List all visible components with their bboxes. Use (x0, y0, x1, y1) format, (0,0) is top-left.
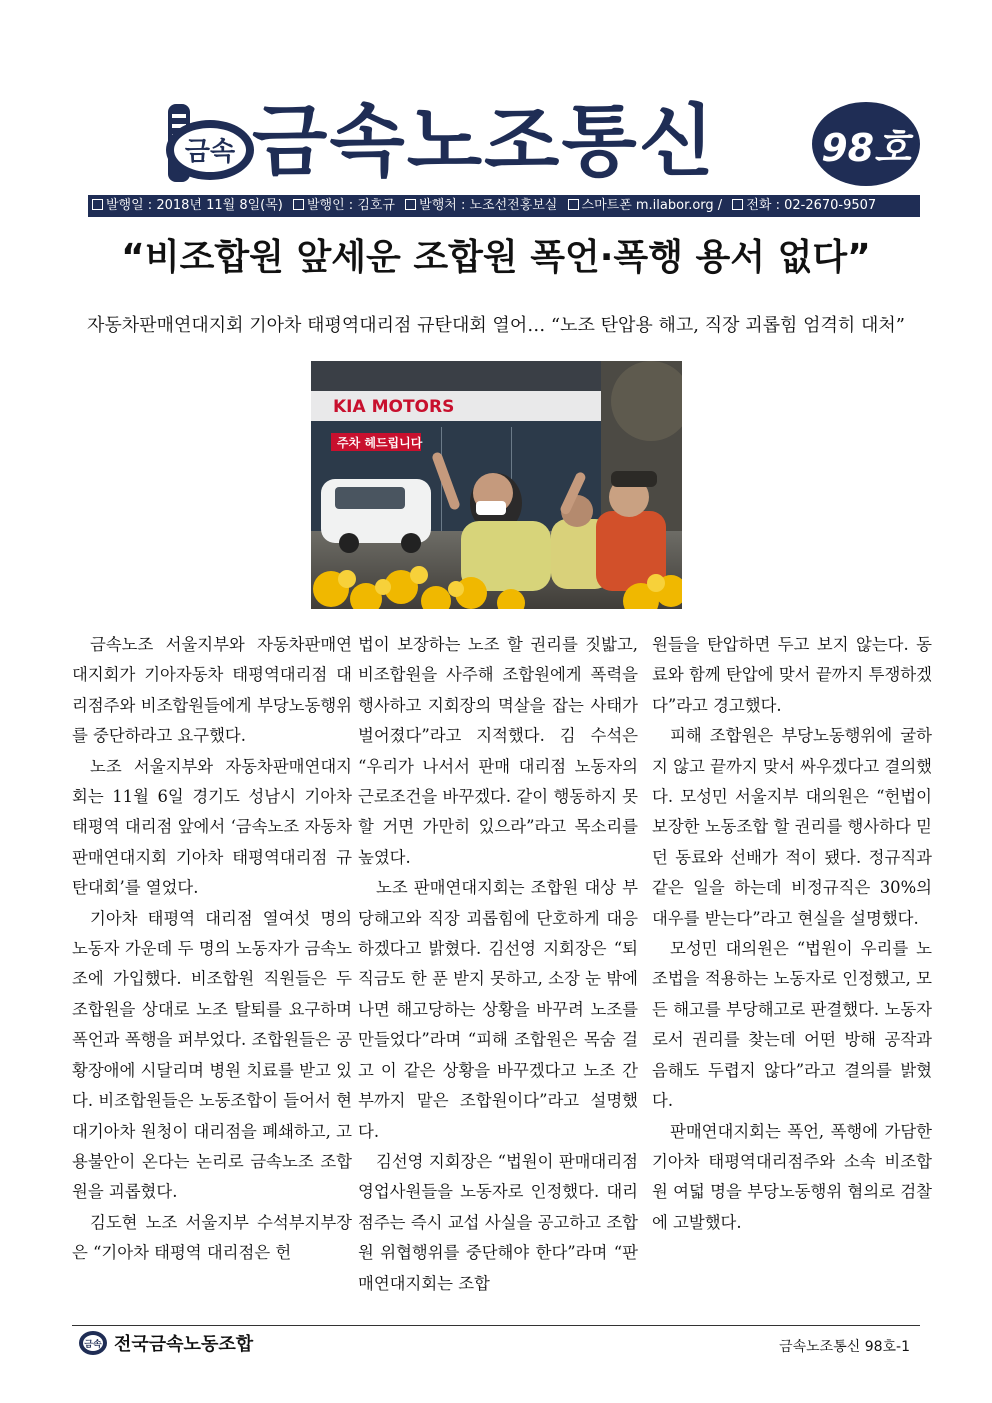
article-paragraph: 노조 판매연대지회는 조합원 대상 부당해고와 직장 괴롭힘에 단호하게 대응하겠다고 밝혔다. 김선영 지회장은 “퇴직금도 한 푼 받지 못하고, 소장 눈 밖에 나면 해고당하는 상황을 바꾸려 노조를 만들었다”라며 “피해 조합원은 목숨 걸고 이 같은 상황을 바꾸겠다고 노조 간부까지 맡은 조합원이다”라고 설명했다. (358, 878, 638, 1141)
article-column-1 (72, 630, 352, 1269)
article-paragraph: 김도현 노조 서울지부 수석부지부장은 “기아차 태평역 대리점은 헌 (72, 1212, 352, 1263)
article-paragraph: 판매연대지회는 폭언, 폭행에 가담한 기아차 태평역대리점주와 소속 비조합원 여덟 명을 부당노동행위 혐의로 검찰에 고발했다. (652, 1121, 932, 1232)
issue-badge: 98호 (812, 102, 920, 186)
article-column-2 (358, 630, 638, 1299)
kia-sign-text: KIA MOTORS (333, 397, 455, 417)
article-paragraph: 김선영 지회장은 “법원이 판매대리점 영업사원들을 노동자로 인정했다. 대리점주는 즉시 교섭 사실을 공고하고 조합원 위협행위를 중단해야 한다”라며 “판매연대지회는 조합 (358, 1151, 638, 1293)
footer-page-number: 금속노조통신 98호-1 (779, 1339, 910, 1355)
newsletter-title: 금속노조통신 (252, 97, 717, 187)
article-paragraph: 노조 서울지부와 자동차판매연대지회는 11월 6일 경기도 성남시 기아차 태평역 대리점 앞에서 ‘금속노조 자동차판매연대지회 기아차 태평역대리점 규탄대회’를 열었다. (72, 756, 352, 898)
fist-logo-icon (160, 100, 260, 188)
protest-photo (311, 361, 682, 609)
footer-divider (72, 1325, 920, 1326)
footer-logo-icon (78, 1329, 108, 1357)
article-headline: “비조합원 앞세운 조합원 폭언·폭행 용서 없다” (121, 237, 871, 278)
footer-org (78, 1327, 253, 1359)
article-paragraph: 기아차 태평역 대리점 열여섯 명의 노동자 가운데 두 명의 노동자가 금속노조에 가입했다. 비조합원 직원들은 두 조합원을 상대로 노조 탈퇴를 요구하며 폭언과 폭행을 퍼부었다. 조합원들은 공황장애에 시달리며 병원 치료를 받고 있다. 비조합원들은 노동조합이 들어서 현대기아차 원청이 대리점을 폐쇄하고, 고용불안이 온다는 논리로 금속노조 조합원을 괴롭혔다. (72, 908, 352, 1202)
info-phone: 전화 : 02-2670-9507 (732, 198, 876, 213)
article-paragraph: 모성민 대의원은 “법원이 우리를 노조법을 적용하는 노동자로 인정했고, 모든 해고를 부당해고로 판결했다. 노동자로서 권리를 찾는데 어떤 방해 공작과 음해도 두렵지 않다”라고 결의를 밝혔다. (652, 939, 932, 1111)
footer-org-name: 전국금속노동조합 (114, 1334, 254, 1355)
publication-info-bar (88, 195, 920, 217)
banner-text: 주차 헤드립니다 (337, 436, 423, 450)
info-publisher: 발행인 : 김호규 (293, 198, 395, 213)
article-paragraph: 금속노조 서울지부와 자동차판매연대지회가 기아자동차 태평역대리점 대리점주와 비조합원들에게 부당노동행위를 중단하라고 요구했다. (72, 635, 352, 746)
article-paragraph: 원들을 탄압하면 두고 보지 않는다. 동료와 함께 탄압에 맞서 끝까지 투쟁하겠다”라고 경고했다. (652, 635, 932, 715)
info-publish-date: 발행일 : 2018년 11월 8일(목) (92, 198, 283, 213)
logo-text: 금속 (184, 137, 236, 167)
article-paragraph: 법이 보장하는 노조 할 권리를 짓밟고, 비조합원을 사주해 조합원에게 폭력을 행사하고 지회장의 멱살을 잡는 사태가 벌어졌다”라고 지적했다. 김 수석은 “우리가 나서서 판매 대리점 노동자의 근로조건을 바꾸겠다. 같이 행동하지 못할 거면 가만히 있으라”라고 목소리를 높였다. (358, 635, 638, 867)
article-paragraph: 피해 조합원은 부당노동행위에 굴하지 않고 끝까지 맞서 싸우겠다고 결의했다. 모성민 서울지부 대의원은 “헌법이 보장한 노동조합 할 권리를 행사하다 믿던 동료와 선배가 적이 됐다. 정규직과 같은 일을 하는데 비정규직은 30%의 대우를 받는다”라고 현실을 설명했다. (652, 726, 932, 928)
info-issuer: 발행처 : 노조선전홍보실 (405, 198, 557, 213)
masthead (160, 96, 920, 192)
info-smartphone: 스마트폰 m.ilabor.org / (568, 198, 723, 213)
article-column-3 (652, 630, 932, 1238)
footer-logo-text: 금속 (84, 1340, 102, 1350)
article-subhead: 자동차판매연대지회 기아차 태평역대리점 규탄대회 열어… “노조 탄압용 해고, 직장 괴롭힘 엄격히 대처” (87, 315, 905, 336)
